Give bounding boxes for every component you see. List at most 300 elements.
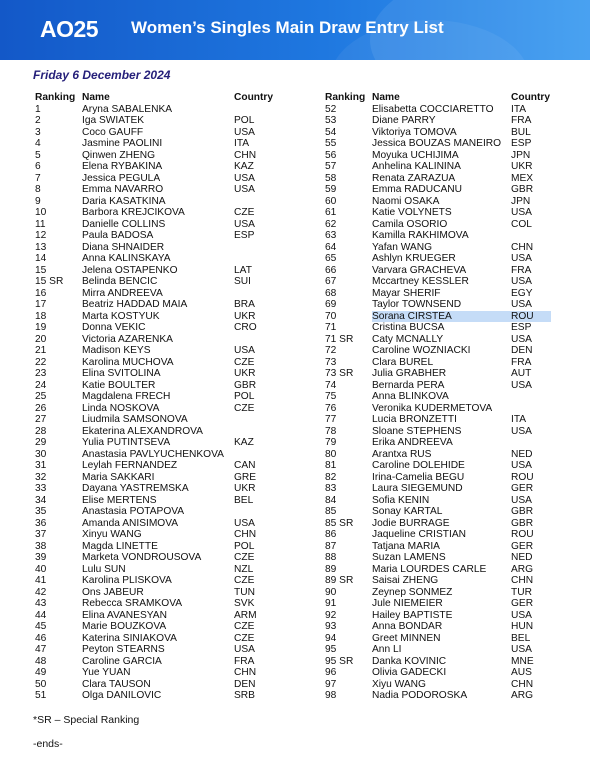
table-row (35, 667, 284, 679)
player-country: ARG (511, 563, 534, 575)
table-row (325, 127, 551, 139)
table-row (35, 276, 284, 288)
player-country: CHN (234, 149, 257, 161)
player-ranking: 90 (325, 586, 337, 598)
player-ranking: 52 (325, 103, 337, 115)
table-row (35, 690, 284, 702)
player-name: Suzan LAMENS (372, 552, 446, 563)
player-country: FRA (511, 264, 532, 276)
player-country: GBR (234, 379, 257, 391)
player-ranking: 9 (35, 195, 41, 207)
player-name: Ashlyn KRUEGER (372, 253, 456, 264)
player-ranking: 3 (35, 126, 41, 138)
table-row (325, 575, 551, 587)
player-country: USA (511, 494, 532, 506)
player-name: Caroline WOZNIACKI (372, 345, 471, 356)
player-ranking: 34 (35, 494, 47, 506)
player-name: Anna KALINSKAYA (82, 253, 171, 264)
table-row (35, 403, 284, 415)
table-row (325, 529, 551, 541)
table-header-row (325, 92, 551, 104)
player-ranking: 20 (35, 333, 47, 345)
player-ranking: 98 (325, 690, 337, 701)
table-row (325, 690, 551, 702)
table-row (35, 460, 284, 472)
player-country: CHN (234, 529, 257, 540)
table-row (35, 575, 284, 587)
player-ranking: 61 (325, 207, 337, 218)
player-name: Emma NAVARRO (82, 184, 164, 195)
player-name: Sorana CIRSTEA (372, 311, 511, 323)
table-row (35, 621, 284, 633)
player-name: Beatriz HADDAD MAIA (82, 299, 188, 310)
player-ranking: 36 (35, 517, 47, 529)
player-name: Anna BONDAR (372, 621, 443, 632)
player-ranking: 75 (325, 391, 337, 402)
player-name: Aryna SABALENKA (82, 103, 173, 115)
player-ranking: 37 (35, 529, 47, 540)
player-name: Elina SVITOLINA (82, 368, 161, 379)
player-ranking: 15 SR (35, 276, 64, 287)
player-name: Magdalena FRECH (82, 391, 171, 402)
player-name: Lucia BRONZETTI (372, 414, 457, 425)
player-country: CZE (234, 632, 255, 644)
player-ranking: 73 SR (325, 368, 354, 379)
player-ranking: 25 (35, 391, 47, 402)
player-name: Camila OSORIO (372, 218, 448, 230)
player-country: USA (234, 126, 255, 138)
player-name: Yulia PUTINTSEVA (82, 437, 171, 448)
table-row (325, 644, 551, 656)
table-row (325, 426, 551, 438)
player-ranking: 84 (325, 494, 337, 506)
table-row (35, 230, 284, 242)
player-ranking: 33 (35, 483, 47, 494)
player-name: Caroline GARCIA (82, 655, 162, 667)
player-country: USA (234, 218, 255, 230)
player-country: BUL (511, 126, 531, 138)
player-name: Barbora KREJCIKOVA (82, 207, 185, 218)
player-country: USA (234, 345, 255, 356)
player-country (511, 437, 551, 449)
player-ranking: 51 (35, 690, 47, 701)
table-row (325, 414, 551, 426)
player-country: FRA (234, 655, 255, 667)
player-name: Iga SWIATEK (82, 115, 145, 126)
table-row (35, 299, 284, 311)
table-row (35, 207, 284, 219)
table-row (35, 644, 284, 656)
player-ranking: 32 (35, 471, 47, 483)
player-name: Anastasia POTAPOVA (82, 506, 185, 517)
player-name: Kamilla RAKHIMOVA (372, 230, 469, 241)
player-name: Hailey BAPTISTE (372, 609, 453, 621)
player-country: KAZ (234, 437, 254, 448)
player-country: GBR (511, 184, 534, 195)
player-country: ROU (511, 311, 551, 323)
player-name: Jule NIEMEIER (372, 598, 443, 609)
player-name: Belinda BENCIC (82, 276, 158, 287)
player-country: CZE (234, 552, 255, 563)
player-ranking: 83 (325, 483, 337, 494)
player-ranking: 95 (325, 644, 337, 655)
player-country: TUN (234, 586, 255, 598)
player-ranking: 88 (325, 552, 337, 563)
player-ranking: 4 (35, 138, 41, 149)
table-row (35, 529, 284, 541)
player-country: UKR (234, 483, 256, 494)
table-row (325, 345, 551, 357)
player-name: Caroline DOLEHIDE (372, 460, 465, 471)
player-ranking: 57 (325, 161, 337, 172)
table-row (325, 656, 551, 668)
player-name: Yue YUAN (82, 667, 131, 678)
player-country: USA (511, 644, 532, 655)
player-name: Marie BOUZKOVA (82, 621, 167, 632)
player-country: USA (234, 184, 255, 195)
player-name: Madison KEYS (82, 345, 151, 356)
player-ranking: 54 (325, 126, 337, 138)
player-country: JPN (511, 195, 531, 207)
ranking-column-header: Ranking (35, 92, 76, 103)
player-name: Greet MINNEN (372, 632, 441, 644)
table-row (325, 265, 551, 277)
player-name: Dayana YASTREMSKA (82, 483, 189, 494)
player-country: COL (511, 218, 532, 230)
player-country: SUI (234, 276, 251, 287)
player-country: UKR (234, 310, 256, 322)
player-country: GBR (511, 517, 534, 529)
player-name: Linda NOSKOVA (82, 402, 160, 414)
table-row (325, 196, 551, 208)
player-name: Elisabetta COCCIARETTO (372, 103, 494, 115)
player-ranking: 22 (35, 356, 47, 368)
player-country: CZE (234, 621, 255, 632)
player-ranking: 67 (325, 276, 337, 287)
player-country: DEN (511, 345, 533, 356)
player-country: BEL (234, 494, 254, 506)
player-country: DEN (234, 678, 256, 690)
player-country: CHN (511, 241, 534, 253)
table-row (325, 472, 551, 484)
table-row (325, 391, 551, 403)
player-name: Katie BOULTER (82, 379, 156, 391)
player-country: ESP (511, 322, 532, 333)
player-name: Xinyu WANG (82, 529, 142, 540)
player-name: Anna BLINKOVA (372, 391, 449, 402)
table-row (325, 242, 551, 254)
table-row (35, 184, 284, 196)
table-row (35, 196, 284, 208)
player-name: Marketa VONDROUSOVA (82, 552, 202, 563)
player-name: Sonay KARTAL (372, 506, 443, 517)
player-name: Anhelina KALININA (372, 161, 461, 172)
player-country: ROU (511, 471, 534, 483)
player-name: Coco GAUFF (82, 126, 144, 138)
player-name: Zeynep SONMEZ (372, 586, 453, 598)
table-row (325, 667, 551, 679)
player-ranking: 49 (35, 667, 47, 678)
player-name: Olivia GADECKI (372, 667, 447, 678)
table-row (325, 541, 551, 553)
table-row (35, 115, 284, 127)
player-country: BRA (234, 299, 255, 310)
page-title: Women’s Singles Main Draw Entry List (131, 18, 444, 37)
player-name: Yafan WANG (372, 241, 433, 253)
table-row (35, 633, 284, 645)
table-row (35, 311, 284, 323)
table-row (35, 173, 284, 185)
player-ranking: 40 (35, 563, 47, 575)
table-row (35, 345, 284, 357)
player-country: AUS (511, 667, 532, 678)
player-ranking: 72 (325, 345, 337, 356)
table-row (325, 380, 551, 392)
table-row (325, 598, 551, 610)
player-country: NED (511, 552, 533, 563)
player-country: HUN (511, 621, 534, 632)
player-name: Ann LI (372, 644, 402, 655)
player-name: Karolina MUCHOVA (82, 356, 174, 368)
table-row (35, 564, 284, 576)
player-name: Tatjana MARIA (372, 540, 440, 552)
player-name: Sloane STEPHENS (372, 425, 462, 437)
player-ranking: 95 SR (325, 655, 354, 667)
table-row (325, 460, 551, 472)
player-ranking: 16 (35, 287, 47, 299)
player-ranking: 8 (35, 184, 41, 195)
player-ranking: 76 (325, 402, 337, 414)
table-row (325, 322, 551, 334)
header-banner (0, 0, 590, 60)
table-row (35, 610, 284, 622)
player-ranking: 58 (325, 172, 337, 184)
player-country: EGY (511, 287, 533, 299)
table-row (325, 311, 551, 323)
player-ranking: 45 (35, 621, 47, 632)
player-ranking: 60 (325, 195, 337, 207)
table-row (325, 138, 551, 150)
player-country (511, 403, 551, 415)
player-country: CZE (234, 356, 255, 368)
table-row (35, 414, 284, 426)
player-ranking: 35 (35, 506, 47, 517)
table-row (325, 403, 551, 415)
player-country: USA (511, 379, 532, 391)
table-row (325, 184, 551, 196)
player-country: GRE (234, 471, 257, 483)
player-ranking: 43 (35, 598, 47, 609)
table-row (35, 265, 284, 277)
player-ranking: 14 (35, 253, 47, 264)
player-name: Mayar SHERIF (372, 287, 441, 299)
table-header-row (35, 92, 284, 104)
player-ranking: 19 (35, 322, 47, 333)
player-name: Sofia KENIN (372, 494, 430, 506)
player-name: Magda LINETTE (82, 540, 158, 552)
table-row (35, 138, 284, 150)
player-name: Maria LOURDES CARLE (372, 563, 487, 575)
table-row (325, 495, 551, 507)
player-ranking: 13 (35, 241, 47, 253)
player-name: Naomi OSAKA (372, 195, 440, 207)
table-row (325, 115, 551, 127)
list-date: Friday 6 December 2024 (33, 68, 171, 82)
table-row (35, 161, 284, 173)
player-ranking: 2 (35, 115, 41, 126)
player-country (234, 334, 284, 346)
player-country: USA (234, 517, 255, 529)
player-name: Jaqueline CRISTIAN (372, 529, 466, 540)
entry-table-right (325, 92, 551, 702)
player-name: Danka KOVINIC (372, 655, 447, 667)
table-row (35, 437, 284, 449)
table-row (325, 506, 551, 518)
player-ranking: 66 (325, 264, 337, 276)
player-ranking: 39 (35, 552, 47, 563)
player-ranking: 85 (325, 506, 337, 517)
player-ranking: 97 (325, 678, 337, 690)
player-name: Mirra ANDREEVA (82, 287, 163, 299)
player-ranking: 73 (325, 356, 337, 368)
player-country: ITA (511, 414, 527, 425)
player-country: TUR (511, 586, 532, 598)
player-ranking: 94 (325, 632, 337, 644)
player-name: Emma RADUCANU (372, 184, 462, 195)
player-ranking: 44 (35, 609, 47, 621)
player-country (234, 242, 284, 254)
table-row (325, 483, 551, 495)
player-name: Marta KOSTYUK (82, 310, 160, 322)
player-name: Moyuka UCHIJIMA (372, 149, 459, 161)
table-row (35, 483, 284, 495)
player-country: CHN (234, 667, 257, 678)
player-ranking: 42 (35, 586, 47, 598)
player-country: POL (234, 540, 255, 552)
player-country: USA (511, 207, 532, 218)
table-row (35, 253, 284, 265)
player-name: Daria KASATKINA (82, 195, 166, 207)
player-name: Diana SHNAIDER (82, 241, 165, 253)
table-row (35, 472, 284, 484)
player-name: Clara TAUSON (82, 678, 151, 690)
player-country: USA (511, 425, 532, 437)
table-row (325, 207, 551, 219)
table-row (35, 104, 284, 116)
player-ranking: 47 (35, 644, 47, 655)
table-row (325, 104, 551, 116)
player-name: Erika ANDREEVA (372, 437, 453, 448)
player-country: ITA (511, 103, 527, 115)
player-ranking: 38 (35, 540, 47, 552)
entry-table-left (35, 92, 284, 702)
player-country: ESP (511, 138, 532, 149)
player-ranking: 62 (325, 218, 337, 230)
player-ranking: 48 (35, 655, 47, 667)
player-ranking: 15 (35, 264, 47, 276)
table-row (325, 219, 551, 231)
player-country (234, 506, 284, 518)
player-country: GER (511, 540, 534, 552)
table-row (35, 449, 284, 461)
table-row (35, 334, 284, 346)
player-name: Victoria AZARENKA (82, 333, 173, 345)
table-row (325, 253, 551, 265)
player-ranking: 10 (35, 207, 47, 218)
player-name: Nadia PODOROSKA (372, 690, 468, 701)
player-ranking: 81 (325, 460, 337, 471)
player-name: Renata ZARAZUA (372, 172, 456, 184)
player-ranking: 46 (35, 632, 47, 644)
player-country: USA (511, 460, 532, 471)
player-country (511, 391, 551, 403)
table-row (35, 552, 284, 564)
table-row (35, 587, 284, 599)
table-row (35, 541, 284, 553)
player-ranking: 74 (325, 379, 337, 391)
player-name: Irina-Camelia BEGU (372, 471, 465, 483)
player-ranking: 86 (325, 529, 337, 540)
player-ranking: 27 (35, 414, 47, 425)
player-name: Elise MERTENS (82, 494, 157, 506)
player-ranking: 11 (35, 218, 46, 230)
player-ranking: 1 (35, 103, 41, 115)
player-country: BEL (511, 632, 531, 644)
player-name: Mccartney KESSLER (372, 276, 469, 287)
table-row (35, 506, 284, 518)
player-country: CZE (234, 575, 255, 586)
table-row (35, 368, 284, 380)
table-row (325, 357, 551, 369)
player-ranking: 30 (35, 448, 47, 460)
player-country (234, 104, 284, 116)
player-name: Bernarda PERA (372, 379, 445, 391)
player-country: CHN (511, 678, 534, 690)
player-ranking: 59 (325, 184, 337, 195)
player-country: CZE (234, 207, 255, 218)
table-row (35, 242, 284, 254)
table-row (325, 334, 551, 346)
table-row (325, 552, 551, 564)
player-name: Qinwen ZHENG (82, 149, 156, 161)
table-row (35, 288, 284, 300)
player-country: UKR (234, 368, 256, 379)
player-name: Anastasia PAVLYUCHENKOVA (82, 448, 224, 460)
player-ranking: 77 (325, 414, 337, 425)
player-ranking: 64 (325, 241, 337, 253)
player-name: Ons JABEUR (82, 586, 144, 598)
player-name: Katerina SINIAKOVA (82, 632, 177, 644)
table-row (325, 299, 551, 311)
player-country (234, 288, 284, 300)
table-row (325, 587, 551, 599)
player-ranking: 41 (35, 575, 47, 586)
player-country: POL (234, 391, 255, 402)
name-column-header: Name (372, 92, 400, 103)
player-country: FRA (511, 356, 532, 368)
player-country: CHN (511, 575, 534, 586)
player-country: GBR (511, 506, 534, 517)
player-country: JPN (511, 149, 531, 161)
player-ranking: 71 SR (325, 333, 354, 345)
player-ranking: 17 (35, 299, 47, 310)
player-ranking: 79 (325, 437, 337, 448)
player-ranking: 50 (35, 678, 47, 690)
player-name: Xiyu WANG (372, 678, 426, 690)
ranking-column-header: Ranking (325, 92, 366, 103)
table-row (35, 426, 284, 438)
player-country: ESP (234, 230, 255, 241)
